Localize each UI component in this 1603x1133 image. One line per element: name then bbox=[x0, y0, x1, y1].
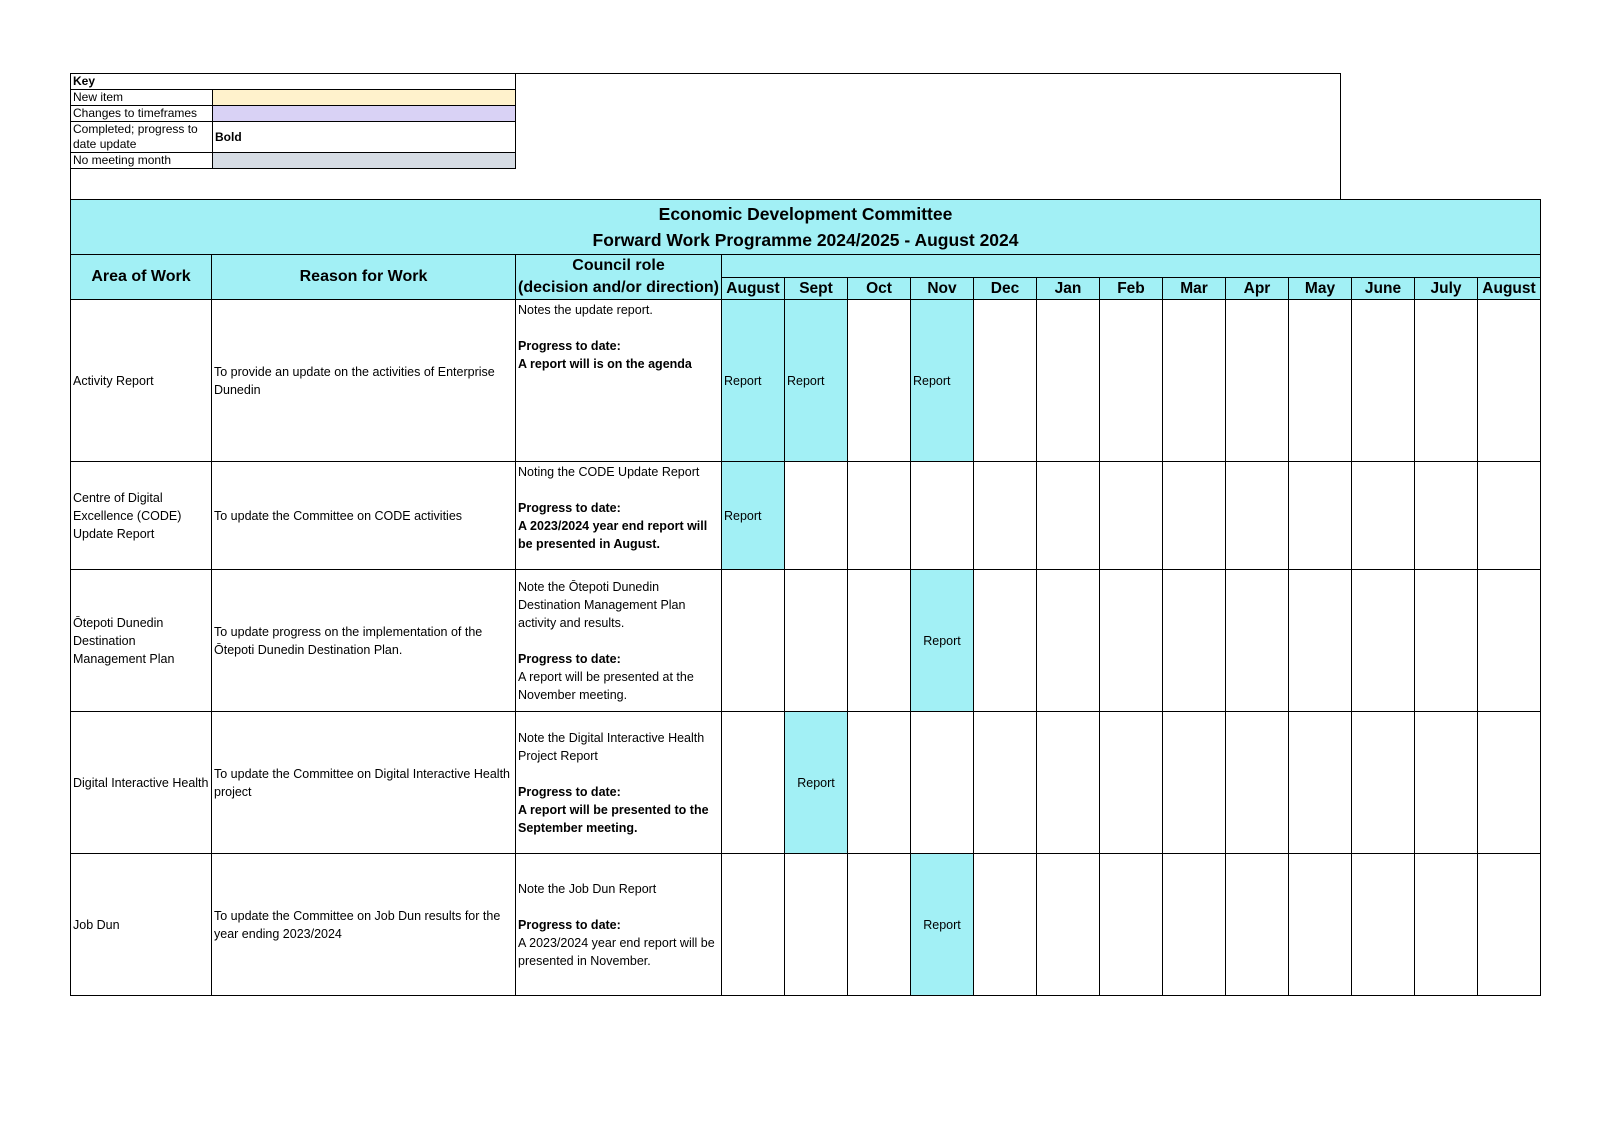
spacer bbox=[518, 765, 719, 783]
month-header: June bbox=[1352, 278, 1415, 300]
months-band bbox=[722, 255, 1541, 278]
key-swatch-new-item bbox=[213, 90, 516, 106]
month-cell: Report bbox=[785, 712, 848, 854]
month-header: August bbox=[722, 278, 785, 300]
spacer bbox=[518, 481, 719, 499]
month-cell bbox=[722, 854, 785, 996]
key-label: No meeting month bbox=[71, 153, 213, 169]
month-header: Jan bbox=[1037, 278, 1100, 300]
month-cell: Report bbox=[911, 300, 974, 462]
area-of-work-cell: Job Dun bbox=[71, 854, 212, 996]
table-row bbox=[71, 712, 1541, 854]
progress-text: A report will is on the agenda bbox=[518, 357, 692, 371]
work-programme-table bbox=[70, 199, 1541, 996]
role-intro: Note the Digital Interactive Health Project Report bbox=[518, 731, 705, 763]
role-intro: Noting the CODE Update Report bbox=[518, 465, 700, 479]
key-row bbox=[71, 122, 516, 153]
month-cell bbox=[1415, 712, 1478, 854]
month-cell bbox=[1163, 300, 1226, 462]
role-intro: Notes the update report. bbox=[518, 303, 653, 317]
rows-body bbox=[71, 300, 1541, 996]
key-label: Completed; progress to date update bbox=[71, 122, 213, 153]
role-intro: Note the Ōtepoti Dunedin Destination Management Plan activity and results. bbox=[518, 580, 686, 630]
month-cell bbox=[1478, 712, 1541, 854]
col-header-area: Area of Work bbox=[71, 255, 212, 300]
council-role-cell bbox=[516, 570, 722, 712]
month-cell bbox=[1415, 570, 1478, 712]
month-cell bbox=[848, 570, 911, 712]
month-cell bbox=[974, 462, 1037, 570]
month-cell bbox=[1163, 712, 1226, 854]
month-cell bbox=[785, 462, 848, 570]
col-header-role-line-2: (decision and/or direction) bbox=[518, 279, 719, 296]
reason-cell: To provide an update on the activities of Enterprise Dunedin bbox=[212, 300, 516, 462]
month-cell bbox=[1226, 854, 1289, 996]
table-row bbox=[71, 462, 1541, 570]
area-of-work-cell: Digital Interactive Health bbox=[71, 712, 212, 854]
progress-label: Progress to date: bbox=[518, 652, 621, 666]
council-role-cell bbox=[516, 462, 722, 570]
month-cell bbox=[1163, 462, 1226, 570]
month-cell bbox=[1100, 462, 1163, 570]
month-cell bbox=[1163, 854, 1226, 996]
month-cell bbox=[1289, 462, 1352, 570]
col-header-role-line-1: Council role bbox=[572, 257, 665, 274]
month-cell bbox=[1226, 712, 1289, 854]
reason-cell: To update the Committee on Job Dun results for the year ending 2023/2024 bbox=[212, 854, 516, 996]
month-cell bbox=[1037, 712, 1100, 854]
month-header: July bbox=[1415, 278, 1478, 300]
spacer bbox=[518, 898, 719, 916]
area-of-work-cell: Centre of Digital Excellence (CODE) Update Report bbox=[71, 462, 212, 570]
month-cell bbox=[1037, 570, 1100, 712]
key-row bbox=[71, 90, 516, 106]
month-cell: Report bbox=[911, 854, 974, 996]
month-cell bbox=[785, 854, 848, 996]
reason-cell: To update progress on the implementation of the Ōtepoti Dunedin Destination Plan. bbox=[212, 570, 516, 712]
month-cell bbox=[1037, 462, 1100, 570]
reason-cell: To update the Committee on CODE activities bbox=[212, 462, 516, 570]
council-role-cell bbox=[516, 854, 722, 996]
role-intro: Note the Job Dun Report bbox=[518, 882, 657, 896]
progress-label: Progress to date: bbox=[518, 785, 621, 799]
area-of-work-cell: Activity Report bbox=[71, 300, 212, 462]
col-header-role bbox=[516, 255, 722, 300]
month-cell bbox=[1352, 300, 1415, 462]
progress-text: A report will be presented to the September meeting. bbox=[518, 803, 709, 835]
key-title-row bbox=[71, 74, 516, 90]
table-row bbox=[71, 570, 1541, 712]
progress-text: A 2023/2024 year end report will be presented in November. bbox=[518, 936, 715, 968]
key-label: New item bbox=[71, 90, 213, 106]
month-cell bbox=[1100, 712, 1163, 854]
month-header: Oct bbox=[848, 278, 911, 300]
month-cell bbox=[722, 570, 785, 712]
month-header: May bbox=[1289, 278, 1352, 300]
month-cell: Report bbox=[785, 300, 848, 462]
reason-cell: To update the Committee on Digital Interactive Health project bbox=[212, 712, 516, 854]
area-of-work-cell: Ōtepoti Dunedin Destination Management Plan bbox=[71, 570, 212, 712]
spacer bbox=[518, 632, 719, 650]
key-row bbox=[71, 106, 516, 122]
council-role-cell bbox=[516, 300, 722, 462]
month-cell bbox=[1352, 712, 1415, 854]
month-cell bbox=[1163, 570, 1226, 712]
month-cell bbox=[1289, 854, 1352, 996]
month-cell bbox=[1100, 854, 1163, 996]
month-cell bbox=[1226, 300, 1289, 462]
spacer bbox=[518, 319, 719, 337]
month-cell bbox=[848, 462, 911, 570]
month-header: Apr bbox=[1226, 278, 1289, 300]
month-cell bbox=[1100, 300, 1163, 462]
progress-label: Progress to date: bbox=[518, 501, 621, 515]
month-cell bbox=[1289, 300, 1352, 462]
month-cell bbox=[1478, 570, 1541, 712]
month-cell bbox=[974, 712, 1037, 854]
month-cell bbox=[974, 854, 1037, 996]
title-line-1: Economic Development Committee bbox=[658, 204, 953, 224]
month-header: Sept bbox=[785, 278, 848, 300]
table-row bbox=[71, 300, 1541, 462]
month-cell bbox=[1478, 300, 1541, 462]
month-cell bbox=[1415, 854, 1478, 996]
month-header: Dec bbox=[974, 278, 1037, 300]
month-cell bbox=[848, 712, 911, 854]
month-cell bbox=[1289, 570, 1352, 712]
key-table bbox=[70, 73, 516, 169]
title-row bbox=[71, 200, 1541, 255]
month-cell bbox=[1415, 462, 1478, 570]
key-swatch-completed: Bold bbox=[213, 122, 516, 153]
month-cell bbox=[1352, 462, 1415, 570]
month-cell: Report bbox=[722, 300, 785, 462]
month-cell bbox=[911, 462, 974, 570]
key-swatch-changes bbox=[213, 106, 516, 122]
month-cell bbox=[911, 712, 974, 854]
month-cell bbox=[722, 712, 785, 854]
progress-text: A 2023/2024 year end report will be presented in August. bbox=[518, 519, 708, 551]
month-cell bbox=[1478, 462, 1541, 570]
month-cell bbox=[1037, 300, 1100, 462]
month-cell bbox=[1226, 570, 1289, 712]
month-cell bbox=[1289, 712, 1352, 854]
month-cell bbox=[848, 854, 911, 996]
month-cell: Report bbox=[911, 570, 974, 712]
progress-label: Progress to date: bbox=[518, 918, 621, 932]
month-cell bbox=[848, 300, 911, 462]
month-header: August bbox=[1478, 278, 1541, 300]
title-line-2: Forward Work Programme 2024/2025 - August 2024 bbox=[592, 230, 1019, 250]
month-cell bbox=[974, 570, 1037, 712]
key-title: Key bbox=[71, 74, 516, 90]
month-cell bbox=[1478, 854, 1541, 996]
progress-label: Progress to date: bbox=[518, 339, 621, 353]
key-swatch-no-meeting bbox=[213, 153, 516, 169]
key-label: Changes to timeframes bbox=[71, 106, 213, 122]
month-cell bbox=[1037, 854, 1100, 996]
month-cell: Report bbox=[722, 462, 785, 570]
month-header: Mar bbox=[1163, 278, 1226, 300]
col-header-reason: Reason for Work bbox=[212, 255, 516, 300]
progress-text: A report will be presented at the November meeting. bbox=[518, 670, 694, 702]
month-cell bbox=[1100, 570, 1163, 712]
council-role-cell bbox=[516, 712, 722, 854]
key-row bbox=[71, 153, 516, 169]
month-cell bbox=[1226, 462, 1289, 570]
month-cell bbox=[785, 570, 848, 712]
column-header-row-1 bbox=[71, 255, 1541, 278]
page-title bbox=[71, 200, 1541, 255]
month-cell bbox=[1352, 570, 1415, 712]
month-header: Feb bbox=[1100, 278, 1163, 300]
month-cell bbox=[974, 300, 1037, 462]
month-cell bbox=[1415, 300, 1478, 462]
table-row bbox=[71, 854, 1541, 996]
month-header: Nov bbox=[911, 278, 974, 300]
month-cell bbox=[1352, 854, 1415, 996]
